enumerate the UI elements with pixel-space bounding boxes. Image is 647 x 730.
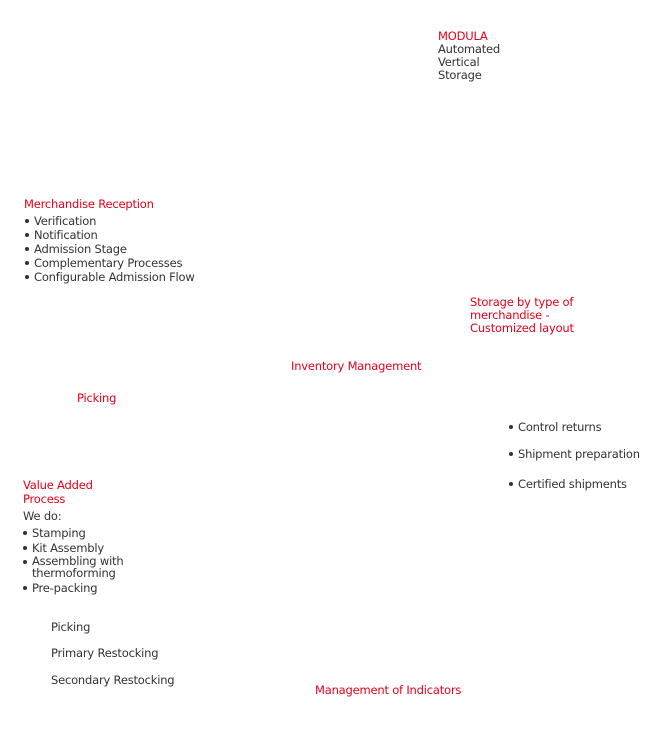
- modula-line-1: Automated: [438, 42, 501, 56]
- storage-block: [470, 296, 574, 335]
- shipping-block: [508, 420, 640, 491]
- restocking-item-secondary: Secondary Restocking: [51, 673, 175, 687]
- modula-line-2: Vertical: [438, 55, 480, 69]
- shipping-list: [508, 420, 640, 491]
- reception-item-verification: Verification: [24, 214, 195, 228]
- shipping-item-control-returns: Control returns: [508, 420, 640, 434]
- value-added-title-2: Process: [23, 492, 66, 506]
- reception-title: Merchandise Reception: [24, 197, 154, 211]
- reception-list: [24, 214, 195, 284]
- storage-line-2: merchandise -: [470, 308, 550, 322]
- storage-line-3: Customized layout: [470, 321, 574, 335]
- restocking-item-primary: Primary Restocking: [51, 646, 159, 660]
- value-added-block: [23, 478, 132, 595]
- modula-title: MODULA: [438, 29, 488, 43]
- reception-block: [24, 198, 195, 284]
- indicators-title: Management of Indicators: [315, 683, 462, 697]
- value-added-list: [22, 526, 132, 595]
- value-added-intro: We do:: [23, 509, 62, 523]
- reception-item-complementary: Complementary Processes: [24, 256, 195, 270]
- shipping-item-certified-shipments: Certified shipments: [508, 477, 640, 491]
- picking-title: Picking: [77, 391, 117, 405]
- value-added-item-kit-assembly: Kit Assembly: [22, 541, 132, 555]
- restocking-block: [51, 621, 174, 687]
- inventory-title: Inventory Management: [291, 359, 422, 373]
- value-added-item-stamping: Stamping: [22, 526, 132, 541]
- indicators-block: [315, 684, 461, 697]
- value-added-item-thermoforming: Assembling with thermoforming: [22, 555, 132, 579]
- picking-block: [77, 392, 116, 405]
- reception-item-notification: Notification: [24, 228, 195, 242]
- value-added-item-pre-packing: Pre-packing: [22, 581, 132, 595]
- inventory-block: [291, 360, 421, 373]
- modula-block: [438, 30, 500, 82]
- value-added-title-1: Value Added: [23, 478, 93, 492]
- restocking-item-picking: Picking: [51, 620, 91, 634]
- reception-item-admission-stage: Admission Stage: [24, 242, 195, 256]
- modula-line-3: Storage: [438, 68, 482, 82]
- shipping-item-shipment-preparation: Shipment preparation: [508, 447, 640, 461]
- storage-line-1: Storage by type of: [470, 295, 574, 309]
- reception-item-configurable-flow: Configurable Admission Flow: [24, 270, 195, 284]
